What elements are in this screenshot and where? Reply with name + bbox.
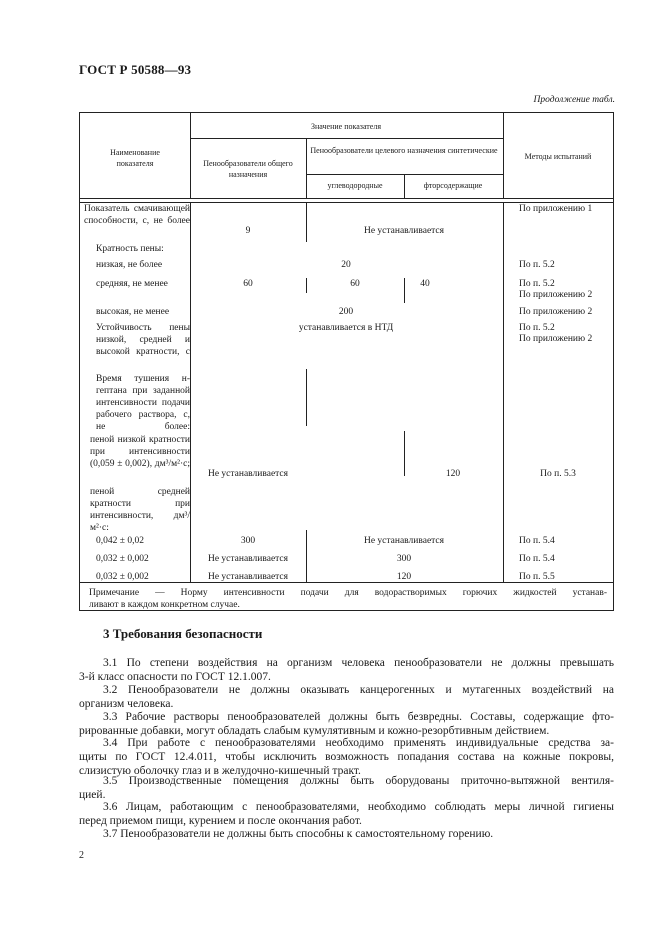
header-bottom-rule: [80, 198, 613, 199]
row-032a-label: 0,032 ± 0,002: [96, 554, 149, 564]
row-032a-target: 300: [396, 554, 412, 564]
column-rule: [503, 202, 504, 582]
column-rule: [190, 202, 191, 582]
row-medium-general: 60: [243, 279, 253, 289]
row-low-intensity-label: пеной низкой кратности при интенсивности (0,059 ± 0,002), дм³/м²·с;: [90, 435, 190, 469]
row-medium-hydrocarbon: 60: [350, 279, 360, 289]
paragraph-line: щиты по ГОСТ 12.4.011, чтобы исключить возможность попадания состава на кожные покровы,: [79, 751, 614, 763]
paragraph-line: 3-й класс опасности по ГОСТ 12.1.007.: [79, 671, 271, 683]
table-note-line: ливают в каждом конкретном случае.: [89, 600, 240, 610]
row-time-label: Время тушения н-гептана при заданной интенсивности подачи рабочего раствора, с, не более:: [96, 374, 190, 432]
row-032b-method: По п. 5.5: [519, 572, 555, 582]
table-continuation-label: Продолжение табл.: [533, 95, 615, 105]
paragraph-3-2: [79, 683, 614, 711]
row-high-method: По приложению 2: [519, 307, 593, 317]
row-stability-method-1: По п. 5.2: [519, 323, 555, 333]
row-high-value: 200: [338, 307, 354, 317]
paragraph-line: 3.3 Рабочие растворы пенообразователей должны быть безвредны. Составы, содержащие фто-: [103, 711, 614, 723]
paragraph-line: 3.6 Лицам, работающим с пенообразователями, необходимо соблюдать меры личной гигиены: [103, 801, 614, 813]
header-values-group: Значение показателя: [310, 122, 382, 131]
paragraph-line: 3.4 При работе с пенообразователями необходимо применять индивидуальные средства за-: [103, 737, 614, 749]
header-fluorine: фторсодержащие: [423, 181, 483, 190]
row-032a-method: По п. 5.4: [519, 554, 555, 564]
paragraph-3-6: [79, 800, 614, 828]
document-code: ГОСТ Р 50588—93: [79, 62, 192, 77]
table-note: [89, 587, 607, 611]
paragraph-3-7: [79, 827, 614, 841]
column-rule: [306, 138, 307, 199]
row-time-method: По п. 5.3: [540, 469, 576, 479]
indicators-table: [79, 112, 614, 611]
paragraph-line: 3.1 По степени воздействия на организм человека пенообразователи не должны превышать: [103, 657, 614, 669]
row-medium-method-1: По п. 5.2: [519, 279, 555, 289]
row-high-label: высокая, не менее: [96, 307, 170, 317]
header-name-col: Наименование показателя: [110, 148, 160, 168]
row-low-value: 20: [341, 260, 351, 270]
header-target-synthetic: Пенообразователи целевого назначения синтетические: [310, 146, 498, 155]
paragraph-line: 3.2 Пенообразователи не должны оказывать канцерогенных и мутагенных воздействий на: [103, 684, 614, 696]
row-wetting-label: Показатель смачивающей способности, с, не более: [84, 204, 190, 226]
row-wetting-target: Не устанавливается: [363, 226, 445, 236]
row-stability-method-2: По приложению 2: [519, 334, 593, 344]
header-general: Пенообразователи общего назначения: [203, 159, 293, 179]
row-032b-target: 120: [396, 572, 412, 582]
row-wetting-method: По приложению 1: [519, 204, 593, 214]
paragraph-line: перед приемом пищи, курением и после окончания работ.: [79, 815, 362, 827]
column-rule: [404, 174, 405, 199]
column-rule: [306, 530, 307, 582]
row-042-target: Не устанавливается: [363, 536, 445, 546]
paragraph-line: организм человека.: [79, 698, 174, 710]
header-rule: [190, 138, 503, 139]
row-expansion-label: Кратность пены:: [96, 244, 164, 254]
section-title: 3 Требования безопасности: [103, 626, 263, 641]
row-medium-intensity-label: пеной средней кратности при интенсивности, дм³/м²·с:: [90, 487, 190, 533]
column-rule: [190, 113, 191, 199]
paragraph-line: слизистую оболочку глаз и в желудочно-кишечный тракт.: [79, 765, 361, 777]
row-032b-general: Не устанавливается: [207, 572, 289, 582]
row-032a-general: Не устанавливается: [207, 554, 289, 564]
table-note-line: Примечание — Норму интенсивности подачи для водорастворимых горючих жидкостей устанав-: [89, 588, 607, 598]
paragraph-line: цией.: [79, 789, 106, 801]
paragraph-3-5: [79, 774, 614, 802]
paragraph-3-3: [79, 710, 614, 738]
row-stability-value: устанавливается в НТД: [298, 323, 394, 333]
row-032b-label: 0,032 ± 0,002: [96, 572, 149, 582]
row-medium-method-2: По приложению 2: [519, 290, 593, 300]
page-number: 2: [79, 850, 84, 861]
column-rule: [306, 278, 307, 293]
row-042-method: По п. 5.4: [519, 536, 555, 546]
row-low-label: низкая, не более: [96, 260, 163, 270]
row-stability-label: Устойчивость пены низкой, средней и высокой кратности, с: [96, 323, 190, 357]
paragraph-line: 3.5 Производственные помещения должны быть оборудованы приточно-вытяжной вентиля-: [103, 775, 614, 787]
row-medium-label: средняя, не менее: [96, 279, 168, 289]
row-042-label: 0,042 ± 0,02: [96, 536, 144, 546]
column-rule: [306, 369, 307, 426]
paragraph-line: рированные добавки, могут обладать слабым кумулятивным и кожно-резорбтивным действием.: [79, 725, 550, 737]
row-time-fluorine: 120: [445, 469, 461, 479]
header-hydrocarbon: углеводородные: [327, 181, 383, 190]
row-low-method: По п. 5.2: [519, 260, 555, 270]
column-rule: [306, 202, 307, 242]
row-wetting-general: 9: [245, 226, 251, 236]
paragraph-line: 3.7 Пенообразователи не должны быть способны к самостоятельному горению.: [103, 828, 494, 840]
header-methods: Методы испытаний: [524, 152, 592, 161]
column-rule: [404, 278, 405, 303]
row-042-general: 300: [240, 536, 256, 546]
column-rule: [503, 113, 504, 199]
row-medium-fluorine: 40: [420, 279, 430, 289]
column-rule: [404, 431, 405, 476]
paragraph-3-4: [79, 736, 614, 778]
paragraph-3-1: [79, 656, 614, 684]
row-time-general: Не устанавливается: [207, 469, 289, 479]
